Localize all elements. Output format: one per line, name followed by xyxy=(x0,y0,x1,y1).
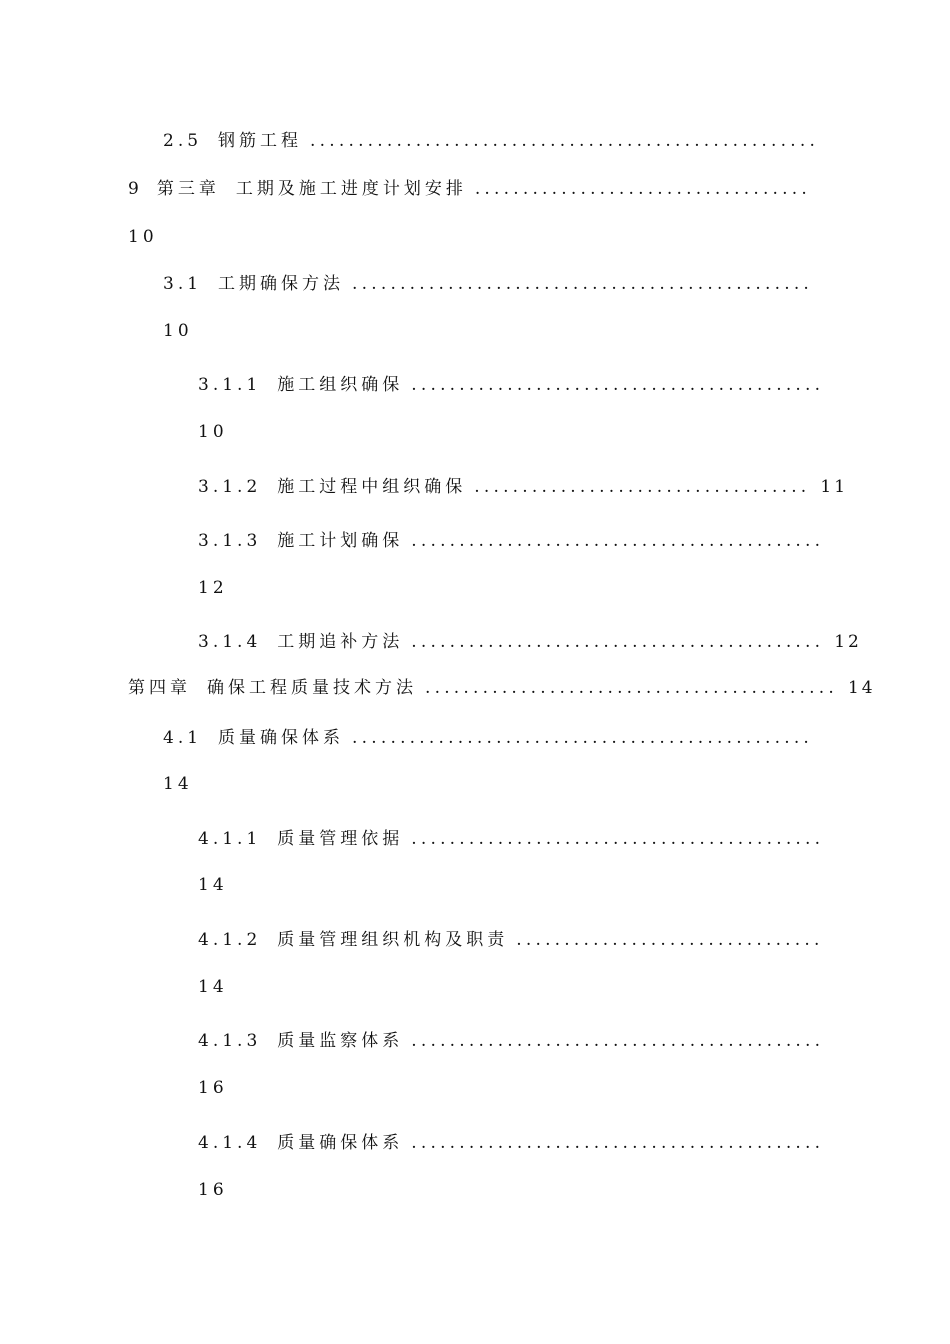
toc-title: 施工过程中组织确保 xyxy=(277,477,467,497)
toc-number: 4.1.4 xyxy=(198,1133,262,1153)
toc-page-number: 14 xyxy=(163,774,193,794)
toc-page-line xyxy=(163,320,193,342)
toc-number: 第四章 xyxy=(128,678,191,698)
toc-page-line xyxy=(198,976,228,998)
toc-page-number: 11 xyxy=(820,477,849,497)
toc-number: 第三章 xyxy=(156,179,220,199)
toc-leader-dots: ..................................................... xyxy=(310,131,820,151)
toc-title: 质量确保体系 xyxy=(277,1133,404,1153)
toc-page-line xyxy=(198,421,228,443)
toc-entry-4-1-1 xyxy=(198,828,824,850)
toc-title: 施工计划确保 xyxy=(277,531,404,551)
toc-page-number: 16 xyxy=(198,1078,228,1098)
toc-number: 4.1.1 xyxy=(198,829,262,849)
toc-page-line xyxy=(198,577,228,599)
toc-entry-chapter-3 xyxy=(128,178,811,200)
toc-leader-dots: ........................................... xyxy=(425,678,838,698)
toc-title: 工期追补方法 xyxy=(277,632,404,652)
toc-page-line xyxy=(198,874,228,896)
toc-entry-4-1-4 xyxy=(198,1132,824,1154)
toc-leader-dots: ........................................... xyxy=(411,829,825,849)
toc-leader-dots: ................................................ xyxy=(352,274,814,294)
toc-page-line xyxy=(163,773,193,795)
toc-title: 工期及施工进度计划安排 xyxy=(235,179,467,199)
toc-page-number: 14 xyxy=(847,678,876,698)
toc-number: 3.1.1 xyxy=(198,375,262,395)
toc-page-number: 10 xyxy=(198,422,228,442)
toc-leader-dots: ................................ xyxy=(516,930,824,950)
toc-entry-chapter-4 xyxy=(128,677,876,699)
toc-title: 确保工程质量技术方法 xyxy=(207,678,417,698)
toc-entry-4-1 xyxy=(163,727,813,749)
toc-page-line xyxy=(198,1179,228,1201)
toc-page-number: 10 xyxy=(128,227,158,247)
toc-page-line xyxy=(128,226,158,248)
toc-title: 质量监察体系 xyxy=(277,1031,404,1051)
toc-number: 4.1 xyxy=(163,728,203,748)
toc-entry-3-1-1 xyxy=(198,374,824,396)
toc-number: 4.1.2 xyxy=(198,930,262,950)
toc-number: 3.1.3 xyxy=(198,531,262,551)
toc-leader-dots: ................................................ xyxy=(352,728,814,748)
toc-leader-dots: ........................................... xyxy=(411,531,825,551)
toc-entry-4-1-3 xyxy=(198,1030,824,1052)
toc-leader-dots: ........................................... xyxy=(411,375,825,395)
toc-entry-3-1-3 xyxy=(198,530,824,552)
toc-leader-dots: ........................................... xyxy=(411,1133,825,1153)
toc-number: 3.1 xyxy=(163,274,203,294)
toc-leader-dots: ................................... xyxy=(474,179,811,199)
toc-number: 2.5 xyxy=(163,131,203,151)
toc-entry-3-1-4 xyxy=(198,631,862,653)
toc-title: 质量确保体系 xyxy=(218,728,345,748)
toc-number: 4.1.3 xyxy=(198,1031,262,1051)
toc-leader-dots: ........................................... xyxy=(411,632,825,652)
toc-title: 施工组织确保 xyxy=(277,375,404,395)
toc-title: 工期确保方法 xyxy=(218,274,345,294)
toc-number: 3.1.2 xyxy=(198,477,262,497)
toc-title: 质量管理依据 xyxy=(277,829,404,849)
toc-leader-dots: ................................... xyxy=(474,477,811,497)
toc-page-number: 14 xyxy=(198,977,228,997)
toc-entry-4-1-2 xyxy=(198,929,824,951)
toc-title: 钢筋工程 xyxy=(218,131,303,151)
toc-leader-dots: ........................................... xyxy=(411,1031,825,1051)
toc-page-number: 16 xyxy=(198,1180,228,1200)
toc-page-number: 12 xyxy=(198,578,228,598)
toc-page-number: 10 xyxy=(163,321,193,341)
toc-page-number: 14 xyxy=(198,875,228,895)
toc-page-number: 9 xyxy=(128,179,143,199)
toc-number: 3.1.4 xyxy=(198,632,262,652)
toc-title: 质量管理组织机构及职责 xyxy=(277,930,509,950)
toc-entry-3-1 xyxy=(163,273,813,295)
toc-page-number: 12 xyxy=(834,632,862,652)
toc-page-line xyxy=(198,1077,228,1099)
toc-entry-3-1-2 xyxy=(198,476,848,498)
toc-entry-2-5 xyxy=(163,130,819,152)
